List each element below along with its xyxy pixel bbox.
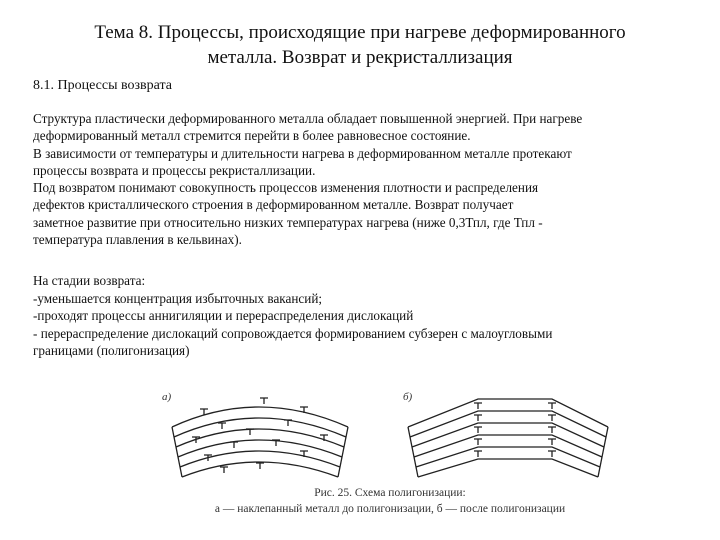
figure-label-a: а) <box>162 391 172 403</box>
text-line: заметное развитие при относительно низких температурах нагрева (ниже 0,3Тпл, где Тпл - <box>33 214 543 230</box>
page-title <box>40 20 680 70</box>
text-line: температура плавления в кельвинах). <box>33 232 242 248</box>
figure-caption <box>160 485 620 517</box>
caption-line-1: Рис. 25. Схема полигонизации: <box>314 487 466 499</box>
list-item: границами (полигонизация) <box>33 343 190 359</box>
title-line-1: Тема 8. Процессы, происходящие при нагреве деформированного <box>94 22 626 43</box>
caption-line-2: а — наклепанный металл до полигонизации, б — после полигонизации <box>214 503 566 515</box>
panel-b-layers <box>408 399 608 477</box>
text-line: процессы возврата и процессы рекристаллизации. <box>33 162 316 178</box>
title-line-2: металла. Возврат и рекристаллизация <box>207 47 513 68</box>
text-line: Под возвратом понимают совокупность процессов изменения плотности и распределения <box>33 180 539 196</box>
list-item: - перераспределение дислокаций сопровождается формированием субзерен с малоугловыми <box>33 325 553 341</box>
section-heading: 8.1. Процессы возврата <box>33 78 173 93</box>
text-line: Структура пластически деформированного металла обладает повышенной энергией. При нагреве <box>33 111 583 126</box>
text-line: дефектов кристаллического строения в деформированном металле. Возврат получает <box>33 197 514 213</box>
figure-label-b: б) <box>403 391 413 403</box>
figure-drawing <box>160 385 620 485</box>
body-paragraph <box>33 110 713 248</box>
stage-list <box>33 272 713 360</box>
list-heading: На стадии возврата: <box>33 273 146 288</box>
list-item: -проходят процессы аннигиляции и перераспределения дислокаций <box>33 308 414 324</box>
text-line: деформированный металл стремится перейти в более равновесное состояние. <box>33 128 471 144</box>
list-item: -уменьшается концентрация избыточных вакансий; <box>33 290 323 306</box>
text-line: В зависимости от температуры и длительности нагрева в деформированном металле протекают <box>33 145 572 161</box>
